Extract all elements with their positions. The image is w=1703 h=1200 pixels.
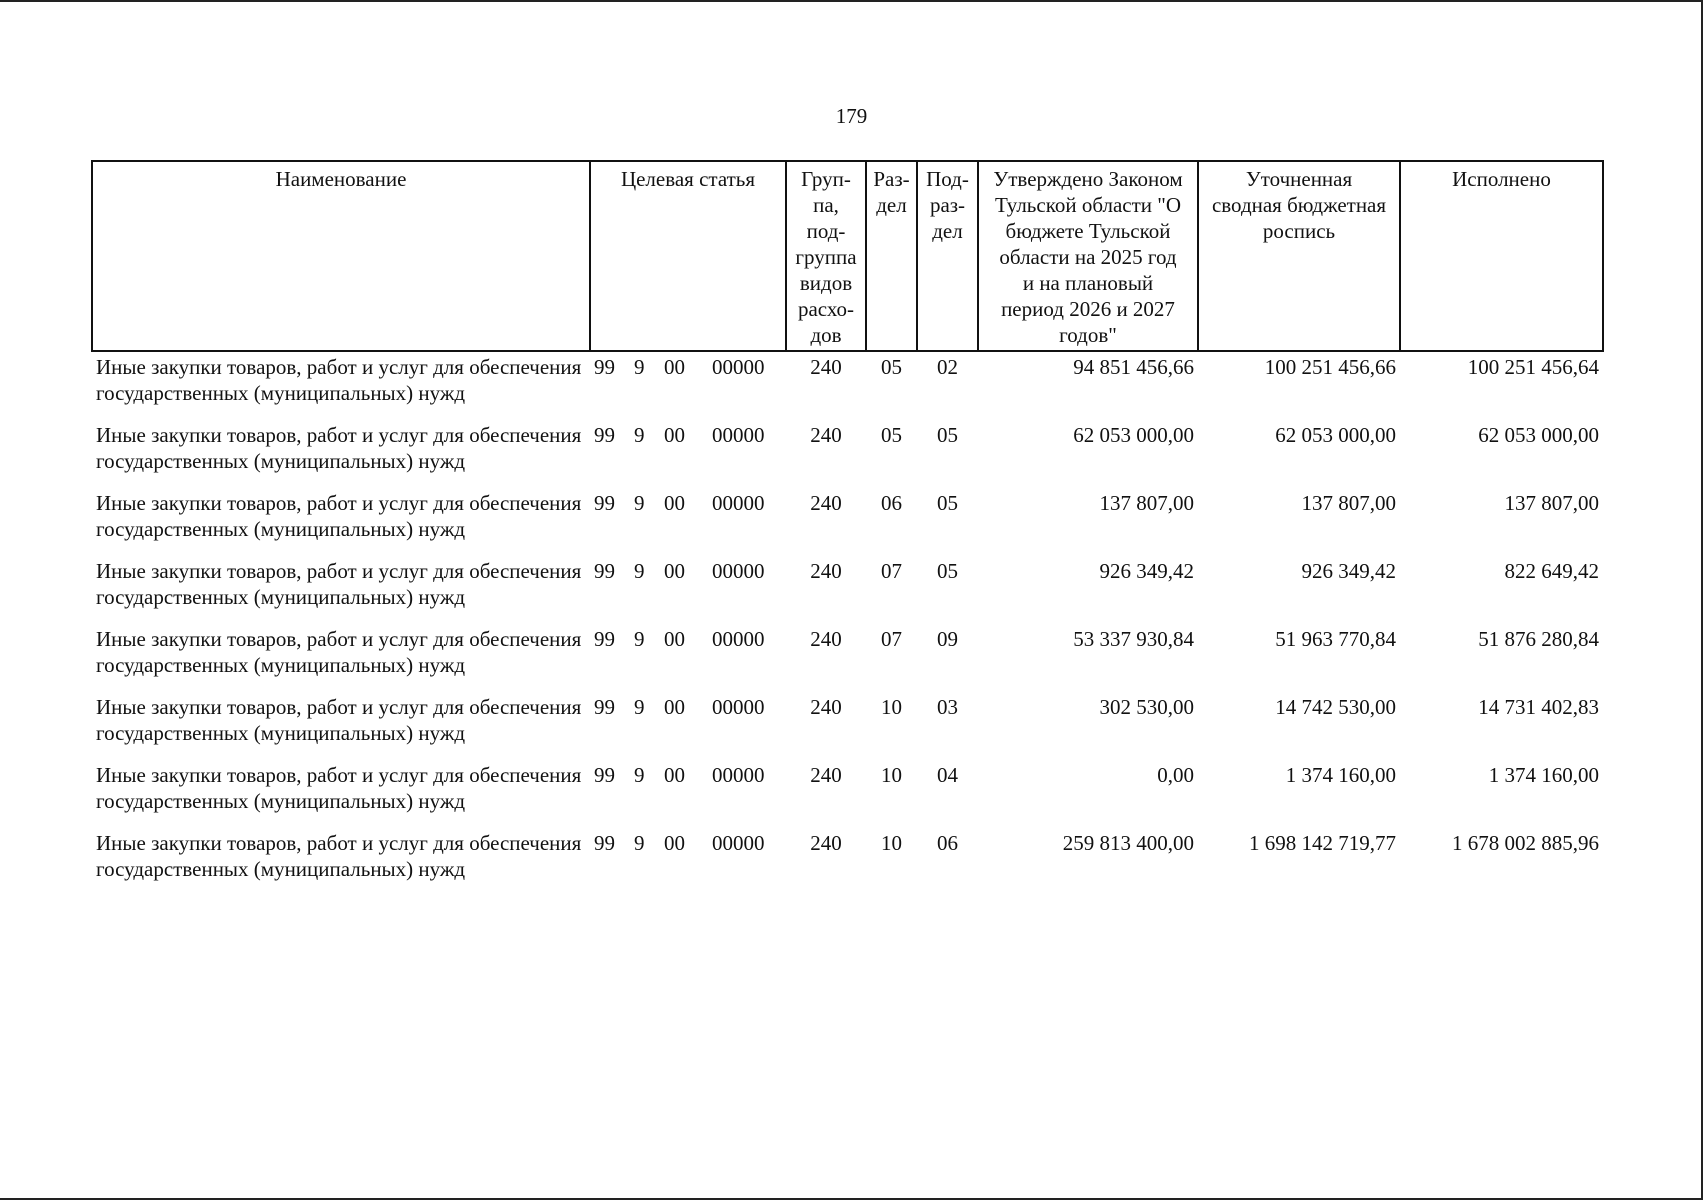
- table-row: [92, 760, 1603, 828]
- row-subsection: 04: [937, 763, 958, 787]
- row-approved: 302 530,00: [1099, 695, 1194, 719]
- target-article-part: 00000: [712, 423, 765, 447]
- row-section: 05: [881, 423, 902, 447]
- row-expense-group: 240: [810, 763, 842, 787]
- row-expense-group: 240: [810, 491, 842, 515]
- row-subsection: 03: [937, 695, 958, 719]
- target-article-part: 00: [664, 763, 685, 787]
- row-section: 07: [881, 559, 902, 583]
- table-row: [92, 488, 1603, 556]
- row-refined: 62 053 000,00: [1275, 423, 1396, 447]
- row-target-article: [590, 828, 786, 896]
- header-subsection: Под- раз- дел: [917, 161, 978, 351]
- target-article-part: 99: [594, 763, 615, 787]
- header-executed: Исполнено: [1400, 161, 1603, 351]
- header-name: Наименование: [92, 161, 590, 351]
- row-name: Иные закупки товаров, работ и услуг для обеспечения государственных (муниципальных) нужд: [96, 559, 582, 609]
- target-article-part: 9: [634, 695, 645, 719]
- row-executed: 1 678 002 885,96: [1452, 831, 1599, 855]
- target-article-part: 00000: [712, 695, 765, 719]
- row-refined: 137 807,00: [1301, 491, 1396, 515]
- target-article-part: 00: [664, 559, 685, 583]
- row-target-article: [590, 420, 786, 488]
- page-number: 179: [835, 104, 868, 128]
- target-article-part: 99: [594, 423, 615, 447]
- row-subsection: 06: [937, 831, 958, 855]
- table-row: [92, 556, 1603, 624]
- row-approved: 137 807,00: [1099, 491, 1194, 515]
- row-subsection: 05: [937, 491, 958, 515]
- header-approved: Утверждено Законом Тульской области "О бюджете Тульской области на 2025 год и на плановый период 2026 и 2027 годов": [978, 161, 1198, 351]
- target-article-part: 99: [594, 831, 615, 855]
- target-article-part: 99: [594, 627, 615, 651]
- table-row: [92, 828, 1603, 896]
- row-expense-group: 240: [810, 559, 842, 583]
- row-expense-group: 240: [810, 831, 842, 855]
- header-row: [92, 161, 1603, 351]
- target-article-part: 99: [594, 695, 615, 719]
- header-expense-group: Груп- па, под- группа видов расхо- дов: [786, 161, 866, 351]
- row-section: 10: [881, 831, 902, 855]
- row-name: Иные закупки товаров, работ и услуг для обеспечения государственных (муниципальных) нужд: [96, 831, 582, 881]
- row-refined: 14 742 530,00: [1275, 695, 1396, 719]
- target-article-part: 00: [664, 423, 685, 447]
- target-article-part: 9: [634, 831, 645, 855]
- row-section: 10: [881, 763, 902, 787]
- row-subsection: 09: [937, 627, 958, 651]
- row-section: 05: [881, 355, 902, 379]
- row-target-article: [590, 760, 786, 828]
- row-executed: 137 807,00: [1504, 491, 1599, 515]
- row-approved: 0,00: [1157, 763, 1194, 787]
- target-article-part: 00: [664, 831, 685, 855]
- table-row: [92, 420, 1603, 488]
- header-section: Раз- дел: [866, 161, 917, 351]
- row-section: 06: [881, 491, 902, 515]
- target-article-part: 9: [634, 355, 645, 379]
- header-target-article: Целевая статья: [590, 161, 786, 351]
- row-section: 10: [881, 695, 902, 719]
- row-refined: 926 349,42: [1301, 559, 1396, 583]
- row-subsection: 02: [937, 355, 958, 379]
- row-approved: 926 349,42: [1099, 559, 1194, 583]
- row-name: Иные закупки товаров, работ и услуг для обеспечения государственных (муниципальных) нужд: [96, 423, 582, 473]
- target-article-part: 00000: [712, 355, 765, 379]
- row-approved: 259 813 400,00: [1062, 831, 1194, 855]
- target-article-part: 00: [664, 627, 685, 651]
- row-target-article: [590, 556, 786, 624]
- table-row: [92, 624, 1603, 692]
- row-section: 07: [881, 627, 902, 651]
- target-article-part: 99: [594, 491, 615, 515]
- target-article-part: 00000: [712, 763, 765, 787]
- row-subsection: 05: [937, 559, 958, 583]
- row-name: Иные закупки товаров, работ и услуг для обеспечения государственных (муниципальных) нужд: [96, 763, 582, 813]
- table-row: [92, 351, 1603, 420]
- target-article-part: 00: [664, 355, 685, 379]
- row-expense-group: 240: [810, 423, 842, 447]
- row-target-article: [590, 692, 786, 760]
- row-subsection: 05: [937, 423, 958, 447]
- row-refined: 1 374 160,00: [1285, 763, 1396, 787]
- target-article-part: 00000: [712, 559, 765, 583]
- target-article-part: 9: [634, 627, 645, 651]
- row-target-article: [590, 351, 786, 420]
- target-article-part: 9: [634, 423, 645, 447]
- row-approved: 94 851 456,66: [1073, 355, 1194, 379]
- target-article-part: 9: [634, 763, 645, 787]
- row-target-article: [590, 488, 786, 556]
- row-approved: 62 053 000,00: [1073, 423, 1194, 447]
- header-refined: Уточненная сводная бюджетная роспись: [1198, 161, 1400, 351]
- target-article-part: 00000: [712, 831, 765, 855]
- row-refined: 51 963 770,84: [1275, 627, 1396, 651]
- row-approved: 53 337 930,84: [1073, 627, 1194, 651]
- target-article-part: 00000: [712, 627, 765, 651]
- row-refined: 1 698 142 719,77: [1249, 831, 1396, 855]
- target-article-part: 9: [634, 491, 645, 515]
- row-executed: 100 251 456,64: [1467, 355, 1599, 379]
- target-article-part: 9: [634, 559, 645, 583]
- row-executed: 822 649,42: [1504, 559, 1599, 583]
- row-name: Иные закупки товаров, работ и услуг для обеспечения государственных (муниципальных) нужд: [96, 491, 582, 541]
- row-expense-group: 240: [810, 355, 842, 379]
- target-article-part: 00000: [712, 491, 765, 515]
- row-executed: 51 876 280,84: [1478, 627, 1599, 651]
- row-expense-group: 240: [810, 627, 842, 651]
- target-article-part: 00: [664, 491, 685, 515]
- row-target-article: [590, 624, 786, 692]
- budget-table: [91, 160, 1604, 896]
- row-executed: 14 731 402,83: [1478, 695, 1599, 719]
- row-expense-group: 240: [810, 695, 842, 719]
- table-row: [92, 692, 1603, 760]
- row-name: Иные закупки товаров, работ и услуг для обеспечения государственных (муниципальных) нужд: [96, 695, 582, 745]
- row-executed: 1 374 160,00: [1488, 763, 1599, 787]
- row-executed: 62 053 000,00: [1478, 423, 1599, 447]
- row-name: Иные закупки товаров, работ и услуг для обеспечения государственных (муниципальных) нужд: [96, 627, 582, 677]
- row-name: Иные закупки товаров, работ и услуг для обеспечения государственных (муниципальных) нужд: [96, 355, 582, 405]
- target-article-part: 99: [594, 559, 615, 583]
- row-refined: 100 251 456,66: [1264, 355, 1396, 379]
- table-body: [92, 351, 1603, 896]
- target-article-part: 00: [664, 695, 685, 719]
- target-article-part: 99: [594, 355, 615, 379]
